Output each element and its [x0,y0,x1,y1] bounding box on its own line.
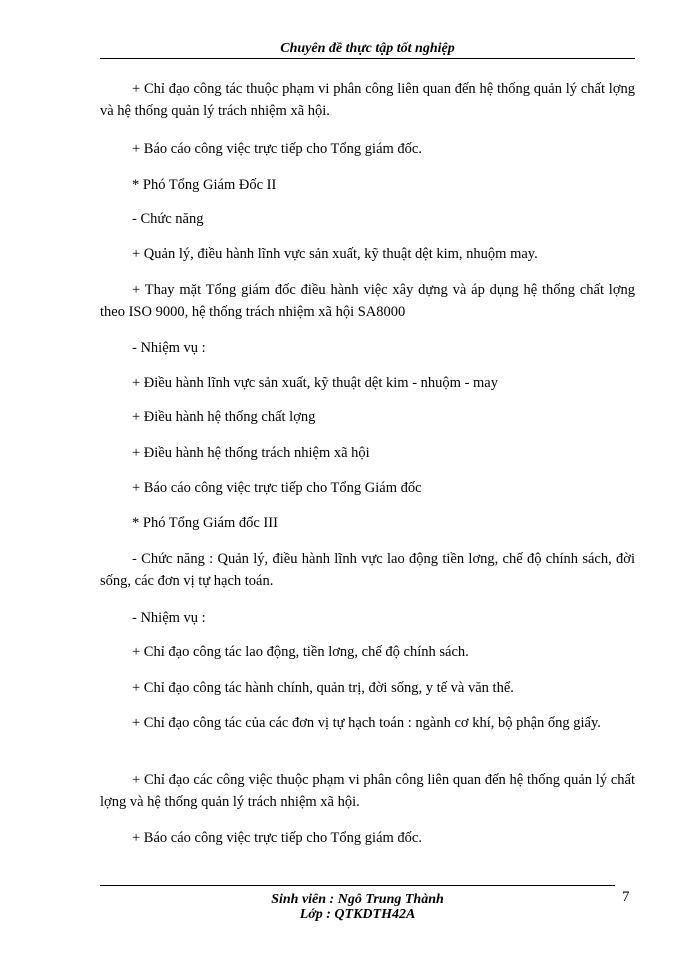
paragraph: + Chỉ đạo công tác thuộc phạm vi phân công liên quan đến hệ thống quản lý chất lợng và hệ thống quản lý trách nhiệm xã hội. [100,81,635,119]
paragraph: * Phó Tổng Giám Đốc II [132,177,277,193]
footer-divider [100,885,615,886]
page-number: 7 [622,889,630,905]
paragraph: * Phó Tổng Giám đốc III [132,515,278,531]
paragraph: - Nhiệm vụ : [132,340,206,356]
header-title: Chuyên đề thực tập tốt nghiệp [280,41,455,56]
paragraph: + Điều hành hệ thống chất lợng [132,409,316,425]
paragraph: + Chỉ đạo công tác lao động, tiền lơng, chế độ chính sách. [132,644,469,660]
paragraph: + Điều hành lĩnh vực sản xuất, kỹ thuật dệt kim - nhuộm - may [132,375,498,391]
page-header [100,40,635,59]
paragraph: + Báo cáo công việc trực tiếp cho Tổng Giám đốc [132,480,422,496]
paragraph: - Chức năng [132,211,204,227]
footer-class: Lớp : QTKDTH42A [299,907,416,922]
paragraph: + Điều hành hệ thống trách nhiệm xã hội [132,445,370,461]
paragraph: + Quản lý, điều hành lĩnh vực sản xuất, kỹ thuật dệt kim, nhuộm may. [132,246,538,262]
paragraph: + Báo cáo công việc trực tiếp cho Tổng giám đốc. [132,141,422,157]
paragraph: + Chỉ đạo công tác của các đơn vị tự hạch toán : ngành cơ khí, bộ phận ống giấy. [132,715,601,731]
paragraph: + Thay mặt Tổng giám đốc điều hành việc xây dựng và áp dụng hệ thống chất lợng theo ISO 9000, hệ thống trách nhiệm xã hội SA8000 [100,282,635,320]
paragraph: + Chỉ đạo các công việc thuộc phạm vi phân công liên quan đến hệ thống quản lý chất lợng và hệ thống quản lý trách nhiệm xã hội. [100,772,635,810]
footer-student: Sinh viên : Ngô Trung Thành [271,892,444,907]
paragraph: - Nhiệm vụ : [132,610,206,626]
paragraph: + Báo cáo công việc trực tiếp cho Tổng giám đốc. [132,830,422,846]
paragraph: - Chức năng : Quản lý, điều hành lĩnh vực lao động tiền lơng, chế độ chính sách, đời sống, các đơn vị tự hạch toán. [100,551,635,589]
paragraph: + Chỉ đạo công tác hành chính, quản trị, đời sống, y tế và văn thể. [132,680,514,696]
